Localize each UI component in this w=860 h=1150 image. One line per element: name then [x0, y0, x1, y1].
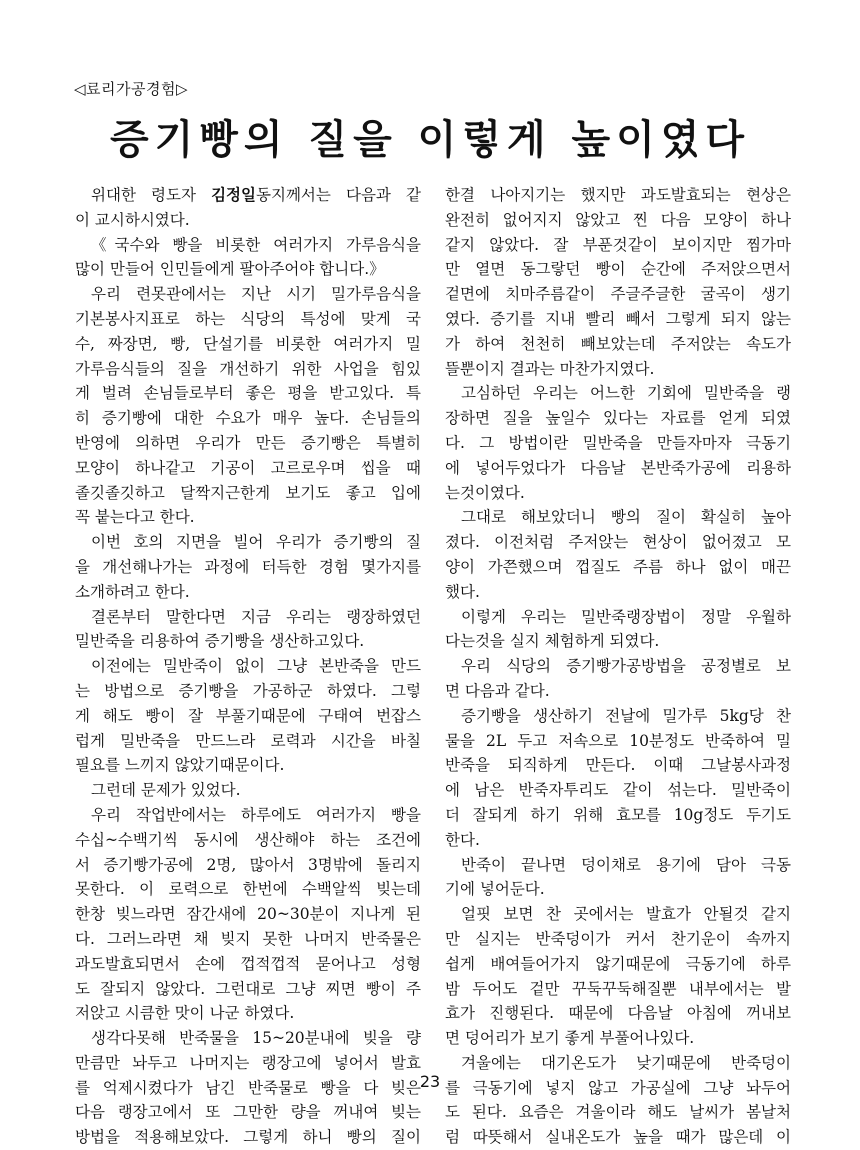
text-line: 소개하려고 한다. — [75, 582, 190, 601]
text-line: 우리 작업반에서는 하루에도 여러가지 빵을 — [91, 805, 421, 824]
text-line: 그런데 문제가 있었다. — [91, 781, 241, 800]
text-line: 가 하여 천천히 빼보았는데 주저앉는 속도가 — [445, 334, 791, 353]
text-line: 한다. — [445, 830, 480, 849]
text-line: 꼭 붙는다고 한다. — [75, 508, 195, 527]
text-line: 결론부터 말한다면 지금 우리는 랭장하였던 — [91, 607, 421, 626]
section-label: ◁료리가공경험▷ — [74, 80, 189, 98]
text-line: 다. 그러느라면 채 빚지 못한 나머지 반죽물은 — [75, 929, 421, 948]
paragraph — [445, 381, 791, 505]
text-line: 를 극동기에 넣지 않고 가공실에 그냥 놔두어 — [445, 1078, 791, 1097]
text-line: 우리 련못관에서는 지난 시기 밀가루음식을 — [91, 285, 421, 304]
text-line: 쉽게 배여들어가지 않기때문에 극동기에 하루 — [445, 954, 791, 973]
text-line: 다음 랭장고에서 또 그만한 량을 꺼내여 빚는 — [75, 1103, 421, 1122]
text-line: 만 실지는 반죽덩이가 커서 찬기운이 속까지 — [445, 929, 791, 948]
text-line: 게 벌려 손님들로부터 좋은 평을 받고있다. 특 — [75, 384, 421, 403]
text-line: 많이 만들어 인민들에게 팔아주어야 합니다.》 — [75, 260, 385, 279]
text-line: 양이 가쯘했으며 껍질도 주름 하나 없이 매끈 — [445, 557, 791, 576]
text-line: 였다. 증기를 지내 빨리 빼서 그렇게 되지 않는 — [445, 309, 791, 328]
paragraph — [445, 505, 791, 604]
text-line: 한창 빚느라면 잠간새에 20~30분이 지나게 된 — [75, 905, 421, 924]
text-line: 졌다. 이전처럼 주저앉는 현상이 없어졌고 모 — [445, 533, 791, 552]
paragraph — [445, 704, 791, 853]
text-line: 밤 두어도 겉만 꾸둑꾸둑해질뿐 내부에서는 발 — [445, 979, 791, 998]
text-line: 을 개선해나가는 과정에 터득한 경험 몇가지를 — [75, 557, 421, 576]
text-line: 서 증기빵가공에 2명, 많아서 3명밖에 돌리지 — [75, 855, 421, 874]
paragraph — [75, 803, 421, 1026]
text-line: 장하면 질을 높일수 있다는 자료를 얻게 되였 — [445, 409, 791, 428]
column-left — [75, 183, 421, 1150]
text-line: 는것이였다. — [445, 483, 525, 502]
column-right — [445, 183, 791, 1150]
text-line: 물을 2L 두고 저속으로 10분정도 반죽하여 밀 — [445, 731, 791, 750]
paragraph — [445, 183, 791, 381]
text-line: 못한다. 이 로력으로 한번에 수백알씩 빚는데 — [75, 880, 421, 899]
text-line: 《국수와 빵을 비롯한 여러가지 가루음식을 — [91, 235, 421, 254]
text-line: 같지 않았다. 잘 부푼것같이 보이지만 찜가마 — [445, 235, 791, 254]
text-line: 가루음식들의 질을 개선하기 위한 사업을 힘있 — [75, 359, 421, 378]
text-line: 졸깃졸깃하고 달짝지근한게 보기도 좋고 입에 — [75, 483, 421, 502]
text-line: 방법을 적용해보았다. 그렇게 하니 빵의 질이 — [75, 1128, 421, 1147]
emphasized-name: 김정일 — [211, 185, 256, 204]
text-line: 이번 호의 지면을 빌어 우리가 증기빵의 질 — [91, 533, 421, 552]
paragraph — [75, 778, 421, 803]
text-line: 위대한 령도자 김정일동지께서는 다음과 같 — [91, 185, 421, 204]
page-number: 23 — [419, 1072, 441, 1091]
paragraph — [445, 605, 791, 655]
text-line: 게 해도 빵이 잘 부풀기때문에 구태여 번잡스 — [75, 706, 421, 725]
text-line: 만 열면 동그랗던 빵이 순간에 주저앉으면서 — [445, 260, 791, 279]
text-line: 겨울에는 대기온도가 낮기때문에 반죽덩이 — [461, 1053, 791, 1072]
text-line: 과도발효되면서 손에 껍적껍적 묻어나고 성형 — [75, 954, 421, 973]
text-line: 했다. — [445, 582, 480, 601]
text-line: 다는것을 실지 체험하게 되였다. — [445, 632, 660, 651]
text-line: 도 잘되지 않았다. 그런대로 그냥 찌면 빵이 주 — [75, 979, 421, 998]
article-title: 증기빵의 질을 이렇게 높이였다 — [109, 117, 751, 163]
text-line: 뜰뿐이지 결과는 마찬가지였다. — [445, 359, 655, 378]
paragraph — [75, 282, 421, 530]
text-line: 생각다못해 반죽물을 15~20분내에 빚을 량 — [91, 1029, 421, 1048]
text-line: 효가 진행된다. 때문에 다음날 아침에 꺼내보 — [445, 1004, 791, 1023]
paragraph — [445, 902, 791, 1051]
text-line: 기에 넣어둔다. — [445, 880, 545, 899]
text-line: 밀반죽을 리용하여 증기빵을 생산하고있다. — [75, 632, 365, 651]
paragraph — [445, 1051, 791, 1150]
text-line: 반죽을 되직하게 만든다. 이때 그날봉사과정 — [445, 756, 791, 775]
paragraph — [445, 853, 791, 903]
text-line: 이 교시하시였다. — [75, 210, 190, 229]
text-line: 그대로 해보았더니 빵의 질이 확실히 높아 — [461, 508, 791, 527]
paragraph — [445, 654, 791, 704]
text-line: 필요를 느끼지 않았기때문이다. — [75, 756, 285, 775]
text-line: 도 된다. 요즘은 겨울이라 해도 날씨가 봄날처 — [445, 1103, 791, 1122]
text-line: 반영에 의하면 우리가 만든 증기빵은 특별히 — [75, 433, 421, 452]
text-line: 한결 나아지기는 했지만 과도발효되는 현상은 — [445, 186, 791, 204]
text-line: 기본봉사지표로 하는 식당의 특성에 맞게 국 — [75, 309, 421, 328]
text-line: 이전에는 밀반죽이 없이 그냥 본반죽을 만드 — [91, 657, 421, 676]
text-line: 면 덩어리가 보기 좋게 부풀어나있다. — [445, 1029, 695, 1048]
text-line: 증기빵을 생산하기 전날에 밀가루 5kg당 찬 — [461, 706, 791, 725]
text-line: 럼 따뜻해서 실내온도가 높을 때가 많은데 이 — [445, 1128, 791, 1147]
text-line: 수, 짜장면, 빵, 단설기를 비롯한 여러가지 밀 — [75, 334, 421, 353]
text-line: 수십~수백기씩 동시에 생산해야 하는 조건에 — [75, 830, 421, 849]
text-line: 반죽이 끝나면 덩이채로 용기에 담아 극동 — [461, 855, 791, 874]
text-line: 다. 그 방법이란 밀반죽을 만들자마자 극동기 — [445, 433, 791, 452]
text-line: 에 넣어두었다가 다음날 본반죽가공에 리용하 — [445, 458, 791, 477]
text-line: 럽게 밀반죽을 만드느라 로력과 시간을 바칠 — [75, 731, 421, 750]
paragraph — [75, 183, 421, 233]
text-line: 더 잘되게 하기 위해 효모를 10g정도 두기도 — [445, 805, 791, 824]
text-line: 는 방법으로 증기빵을 가공하군 하였다. 그렇 — [75, 681, 421, 700]
paragraph — [75, 233, 421, 283]
text-line: 고심하던 우리는 어느한 기회에 밀반죽을 랭 — [461, 384, 791, 403]
text-line: 모양이 하나같고 기공이 고르로우며 씹을 때 — [75, 458, 421, 477]
text-line: 얼핏 보면 찬 곳에서는 발효가 안될것 같지 — [461, 905, 791, 924]
text-line: 저앉고 시큼한 맛이 나군 하였다. — [75, 1004, 295, 1023]
text-line: 를 억제시켰다가 남긴 반죽물로 빵을 다 빚은 — [75, 1078, 421, 1097]
paragraph — [75, 530, 421, 604]
paragraph — [75, 605, 421, 655]
text-line: 이렇게 우리는 밀반죽랭장법이 정말 우월하 — [461, 607, 791, 626]
text-line: 면 다음과 같다. — [445, 681, 550, 700]
text-line: 만큼만 놔두고 나머지는 랭장고에 넣어서 발효 — [75, 1053, 421, 1072]
text-line: 완전히 없어지지 않았고 찐 다음 모양이 하나 — [445, 210, 791, 229]
text-line: 겉면에 치마주름같이 주글주글한 굴곡이 생기 — [445, 285, 791, 304]
paragraph — [75, 654, 421, 778]
text-line: 히 증기빵에 대한 수요가 매우 높다. 손님들의 — [75, 409, 421, 428]
text-line: 우리 식당의 증기빵가공방법을 공정별로 보 — [461, 657, 791, 676]
text-line: 에 남은 반죽자투리도 같이 섞는다. 밀반죽이 — [445, 781, 791, 800]
